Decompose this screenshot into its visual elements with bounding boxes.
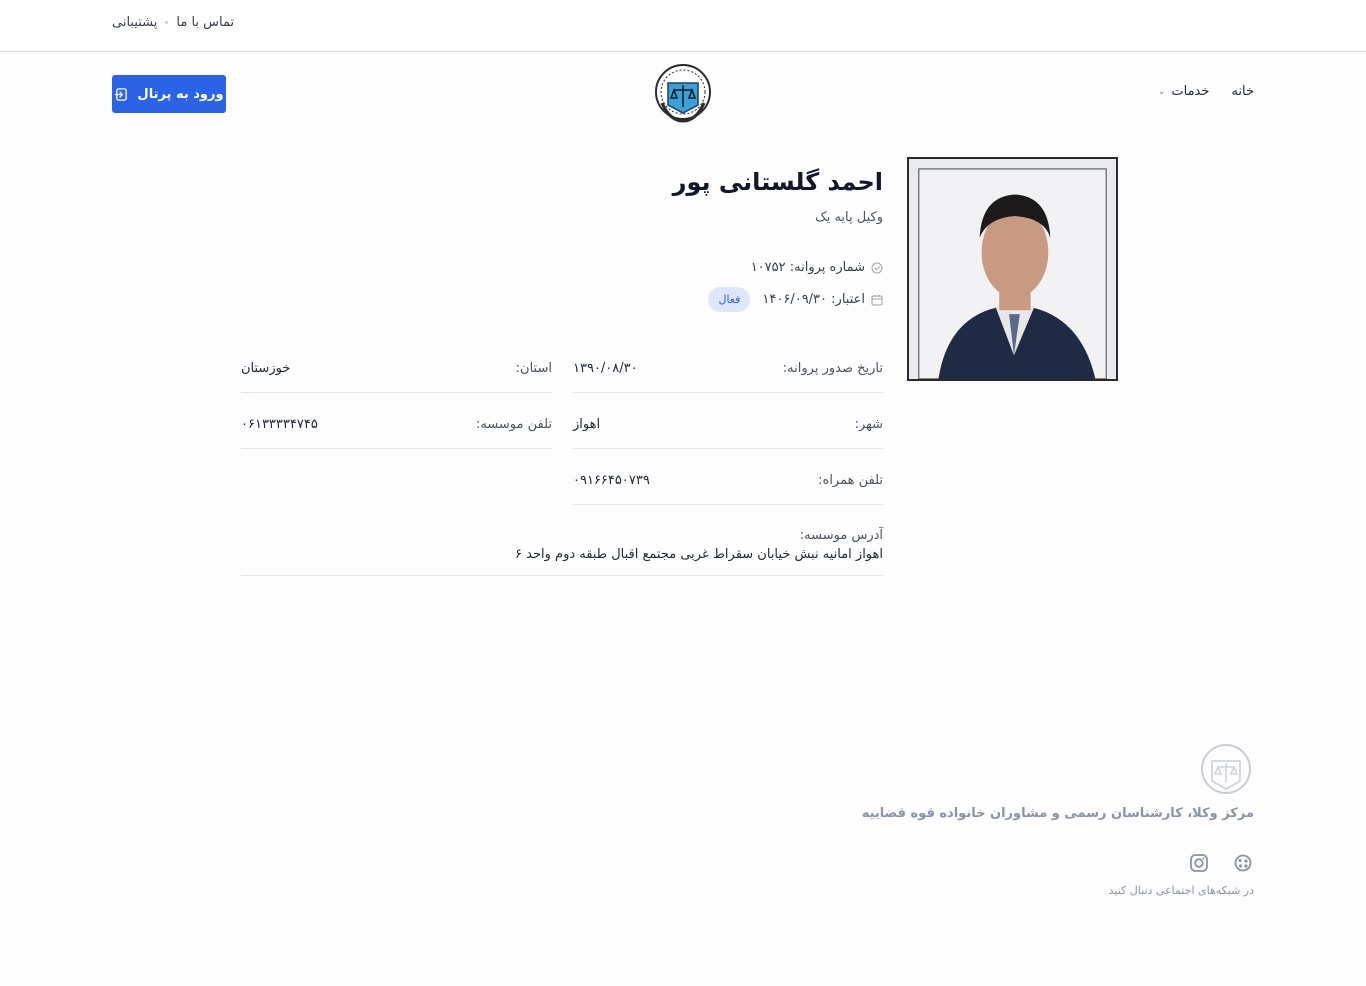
address-value: اهواز امانیه نبش خیابان سقراط غربی مجتمع اقبال طبقه دوم واحد ۶ (515, 547, 883, 562)
portal-login-button[interactable] (112, 75, 226, 113)
license-row (751, 260, 883, 275)
city-label: شهر: (854, 417, 883, 432)
field-office-phone (241, 417, 552, 449)
footer-follow-text: در شبکه‌های اجتماعی دنبال کنید (1108, 884, 1254, 897)
portrait-image (909, 159, 1116, 379)
mobile-value[interactable]: ۰۹۱۶۶۴۵۰۷۳۹ (573, 473, 650, 488)
nav-home[interactable] (1231, 84, 1254, 99)
validity-text: اعتبار: ۱۴۰۶/۰۹/۳۰ (762, 292, 865, 307)
office-phone-label: تلفن موسسه: (475, 417, 552, 432)
issue-date-label: تاریخ صدور پروانه: (782, 361, 883, 376)
mobile-label: تلفن همراه: (818, 473, 883, 488)
nav-services-label: خدمات (1171, 84, 1210, 99)
nav-home-label: خانه (1231, 84, 1254, 99)
field-province (241, 361, 552, 393)
office-phone-value[interactable]: ۰۶۱۳۳۳۳۴۷۴۵ (241, 417, 318, 432)
province-value: خوزستان (241, 361, 291, 376)
footer-org-name: مرکز وکلا، کارشناسان رسمی و مشاوران خانواده قوه قضاییه (861, 806, 1254, 821)
contact-link[interactable]: تماس با ما (176, 15, 235, 30)
support-link[interactable]: پشتیبانی (112, 15, 158, 30)
city-value: اهواز (573, 417, 601, 432)
main-nav (1158, 84, 1254, 99)
top-bar (0, 0, 1366, 52)
nav-services[interactable] (1158, 84, 1210, 99)
lawyer-photo (907, 157, 1118, 381)
validity-row (708, 287, 883, 312)
judiciary-logo[interactable] (652, 63, 714, 125)
top-links (112, 15, 234, 30)
social-links (1188, 852, 1254, 874)
lawyer-title: وکیل پایه یک (815, 210, 883, 225)
check-circle-icon (871, 262, 883, 274)
issue-date-value: ۱۳۹۰/۰۸/۳۰ (573, 361, 638, 376)
field-address (241, 528, 883, 576)
field-city (573, 417, 883, 449)
field-mobile (573, 473, 883, 505)
portal-login-label: ورود به پرتال (137, 86, 224, 102)
calendar-icon (871, 294, 883, 306)
address-label: آدرس موسسه: (799, 528, 883, 543)
instagram-icon[interactable] (1188, 852, 1210, 874)
field-issue-date (573, 361, 883, 393)
license-text: شماره پروانه: ۱۰۷۵۲ (750, 260, 865, 275)
footer-logo (1198, 743, 1254, 799)
chevron-down-icon: ⌄ (1157, 86, 1166, 97)
lawyer-name: احمد گلستانی پور (672, 168, 883, 196)
status-badge: فعال (708, 287, 750, 312)
aparat-icon[interactable] (1232, 852, 1254, 874)
separator-dot (165, 21, 168, 24)
province-label: استان: (515, 361, 552, 376)
login-icon (114, 87, 129, 102)
